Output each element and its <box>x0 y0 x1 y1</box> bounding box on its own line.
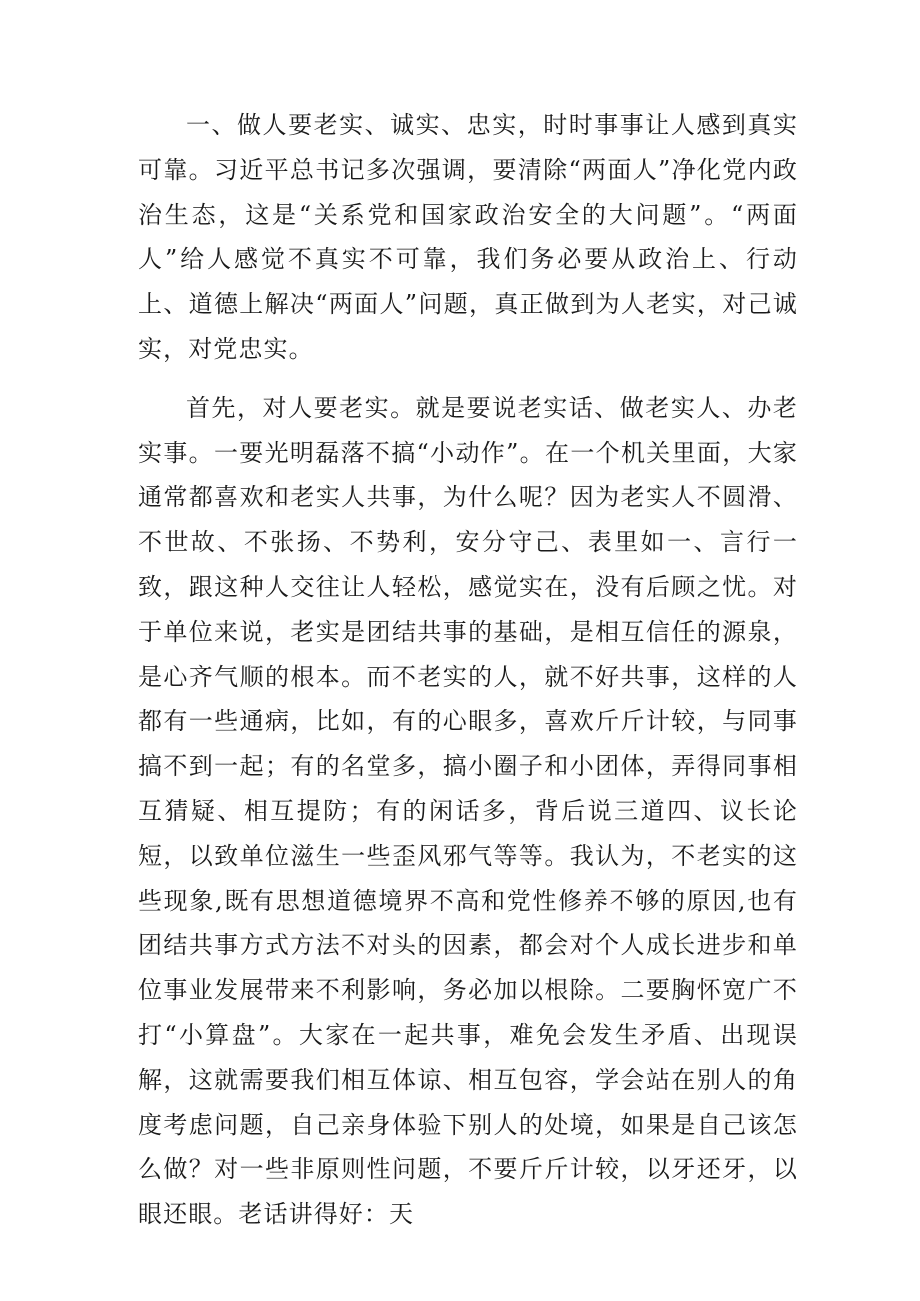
document-body <box>138 103 798 1237</box>
paragraph-1: 一、做人要老实、诚实、忠实，时时事事让人感到真实可靠。习近平总书记多次强调，要清除“两面人”净化党内政治生态，这是“关系党和国家政治安全的大问题”。“两面人”给人感觉不真实不可靠，我们务必要从政治上、行动上、道德上解决“两面人”问题，真正做到为人老实，对己诚实，对党忠实。 <box>138 111 798 363</box>
paragraph-2: 首先，对人要老实。就是要说老实话、做老实人、办老实事。一要光明磊落不搞“小动作”。在一个机关里面，大家通常都喜欢和老实人共事，为什么呢？因为老实人不圆滑、不世故、不张扬、不势利，安分守己、表里如一、言行一致，跟这种人交往让人轻松，感觉实在，没有后顾之忧。对于单位来说，老实是团结共事的基础，是相互信任的源泉，是心齐气顺的根本。而不老实的人，就不好共事，这样的人都有一些通病，比如，有的心眼多，喜欢斤斤计较，与同事搞不到一起；有的名堂多，搞小圈子和小团体，弄得同事相互猜疑、相互提防；有的闲话多，背后说三道四、议长论短，以致单位滋生一些歪风邪气等等。我认为，不老实的这些现象,既有思想道德境界不高和党性修养不够的原因,也有团结共事方式方法不对头的因素，都会对个人成长进步和单位事业发展带来不利影响，务必加以根除。二要胸怀宽广不打“小算盘”。大家在一起共事，难免会发生矛盾、出现误解，这就需要我们相互体谅、相互包容，学会站在别人的角度考虑问题，自己亲身体验下别人的处境，如果是自己该怎么做？对一些非原则性问题，不要斤斤计较，以牙还牙，以眼还眼。老话讲得好：天 <box>138 393 798 1229</box>
